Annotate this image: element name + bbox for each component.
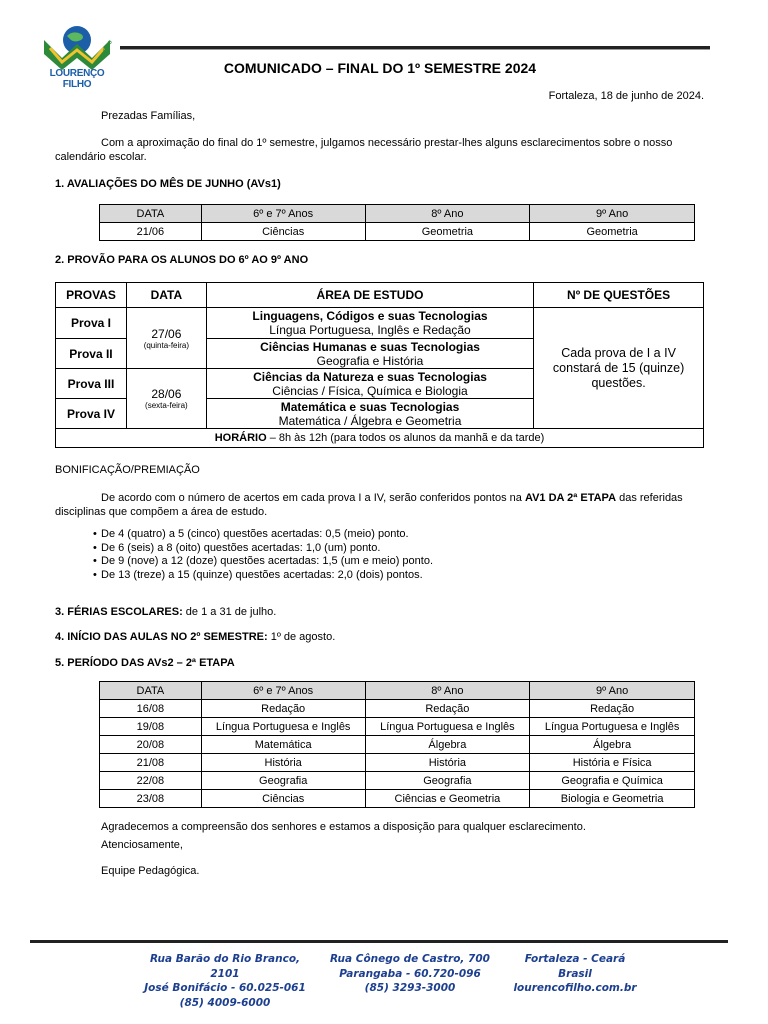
prova-date [126, 308, 206, 369]
col-header: PROVAS [56, 283, 127, 308]
logo-name: LOURENÇO FILHO [49, 68, 105, 90]
area-cell [206, 339, 533, 369]
page-title: COMUNICADO – FINAL DO 1º SEMESTRE 2024 [223, 60, 537, 76]
area-title: Matemática e suas Tecnologias [280, 399, 460, 414]
footer-address-1 [140, 952, 310, 1010]
col-header: 6º e 7º Anos [201, 205, 365, 223]
table-cell: 19/08 [100, 718, 202, 736]
col-header: 8º Ano [365, 682, 530, 700]
table-cell: Língua Portuguesa e Inglês [530, 718, 695, 736]
school-logo [40, 18, 114, 90]
table-row [56, 308, 704, 339]
closing-thanks: Agradecemos a compreensão dos senhores e estamos a disposição para qualquer esclarecimento. [101, 821, 586, 833]
table-cell: História e Física [530, 754, 695, 772]
area-title: Ciências da Natureza e suas Tecnologias [253, 369, 487, 384]
footer-line: Rua Barão do Rio Branco, 2101 [149, 953, 301, 980]
col-header: 8º Ano [365, 205, 530, 223]
table-row [100, 700, 695, 718]
table-cell: Ciências [201, 790, 365, 808]
greeting: Prezadas Famílias, [101, 110, 196, 122]
provao-table [55, 282, 704, 448]
date-weekday: (sexta-feira) [145, 401, 188, 410]
area-title: Linguagens, Códigos e suas Tecnologias [252, 309, 488, 323]
section4 [55, 630, 705, 644]
table-header-row [100, 682, 695, 700]
col-header: ÁREA DE ESTUDO [206, 283, 533, 308]
prova-name: Prova III [56, 369, 127, 399]
table-cell: Língua Portuguesa e Inglês [201, 718, 365, 736]
area-title: Ciências Humanas e suas Tecnologias [260, 339, 480, 354]
table-cell: 22/08 [100, 772, 202, 790]
table-cell: Álgebra [530, 736, 695, 754]
table-header-row [56, 283, 704, 308]
logo-school-label: COLÉGIO [97, 39, 114, 63]
area-subjects: Língua Portuguesa, Inglês e Redação [269, 323, 471, 337]
table-cell: Ciências [201, 223, 365, 241]
footer [40, 952, 720, 1012]
table-cell: Geografia [365, 772, 530, 790]
closing-team: Equipe Pedagógica. [101, 865, 200, 877]
table-cell: Biologia e Geometria [530, 790, 695, 808]
section3 [55, 605, 705, 619]
col-header: 9º Ano [530, 682, 695, 700]
area-cell [206, 369, 533, 399]
letter-date: Fortaleza, 18 de junho de 2024. [548, 90, 704, 102]
table-cell: Ciências e Geometria [365, 790, 530, 808]
bonus-text-start: De acordo com o número de acertos em cada prova I a IV, serão conferidos pontos na [101, 492, 525, 504]
col-header: 6º e 7º Anos [201, 682, 365, 700]
list-item: • De 13 (treze) a 15 (quinze) questões acertadas: 2,0 (dois) pontos. [101, 569, 705, 583]
table-cell: Redação [365, 700, 530, 718]
avs1-table [99, 204, 695, 241]
table-cell: Geografia e Química [530, 772, 695, 790]
header-rule [120, 46, 710, 50]
table-header-row [100, 205, 695, 223]
area-subjects: Ciências / Física, Química e Biologia [272, 383, 468, 398]
section3-text: de 1 a 31 de julho. [182, 606, 277, 618]
table-row [100, 223, 695, 241]
footer-line: Parangaba - 60.720-096 [339, 967, 481, 980]
footer-line: (85) 4009-6000 [179, 996, 271, 1009]
section5-heading: 5. PERÍODO DAS AVs2 – 2ª ETAPA [55, 657, 235, 669]
table-cell: Geografia [201, 772, 365, 790]
col-header: 9º Ano [530, 205, 695, 223]
table-row [100, 790, 695, 808]
table-cell: 21/08 [100, 754, 202, 772]
table-cell: Matemática [201, 736, 365, 754]
prova-date [126, 369, 206, 429]
footer-line: José Bonifácio - 60.025-061 [144, 982, 306, 994]
footer-address-2 [330, 952, 490, 996]
prova-name: Prova IV [56, 399, 127, 429]
table-cell: História [201, 754, 365, 772]
table-row [100, 772, 695, 790]
section4-label: 4. INÍCIO DAS AULAS NO 2º SEMESTRE: [55, 631, 268, 643]
table-cell: 21/06 [100, 223, 202, 241]
list-item: • De 6 (seis) a 8 (oito) questões acertadas: 1,0 (um) ponto. [101, 542, 705, 556]
table-row [100, 718, 695, 736]
table-row [100, 754, 695, 772]
table-cell: Álgebra [365, 736, 530, 754]
list-item: • De 9 (nove) a 12 (doze) questões acertadas: 1,5 (um e meio) ponto. [101, 555, 705, 569]
avs2-table [99, 681, 695, 808]
date-value: 27/06 [151, 326, 182, 341]
table-row [100, 736, 695, 754]
footer-line: lourencofilho.com.br [513, 982, 637, 994]
area-subjects: Matemática / Álgebra e Geometria [278, 413, 462, 428]
horario-label: HORÁRIO [214, 432, 267, 444]
footer-line: Fortaleza - Ceará [524, 953, 626, 965]
section2-heading: 2. PROVÃO PARA OS ALUNOS DO 6º AO 9º ANO [55, 254, 309, 266]
footer-rule [30, 940, 728, 943]
prova-name: Prova I [56, 308, 127, 339]
bonus-heading: BONIFICAÇÃO/PREMIAÇÃO [55, 464, 200, 476]
table-cell: Redação [530, 700, 695, 718]
table-cell: Geometria [530, 223, 695, 241]
table-cell: Língua Portuguesa e Inglês [365, 718, 530, 736]
area-cell [206, 399, 533, 429]
table-cell: Redação [201, 700, 365, 718]
area-subjects: Geografia e História [316, 353, 424, 368]
table-cell: História [365, 754, 530, 772]
bonus-list [55, 528, 705, 582]
footer-line: Brasil [558, 967, 592, 980]
col-header: DATA [100, 682, 202, 700]
footer-address-3 [500, 952, 650, 996]
date-weekday: (quinta-feira) [143, 340, 190, 350]
bonus-text-bold: AV1 DA 2ª ETAPA [524, 492, 617, 504]
bonus-text-end: das referidas disciplinas que compõem a área de estudo. [55, 492, 683, 518]
horario-cell [56, 429, 704, 448]
questions-cell: Cada prova de I a IV constará de 15 (quinze) questões. [534, 308, 704, 429]
col-header: DATA [126, 283, 206, 308]
area-cell [206, 308, 533, 339]
table-cell: 23/08 [100, 790, 202, 808]
col-header: DATA [100, 205, 202, 223]
footer-line: Rua Cônego de Castro, 700 [330, 953, 490, 965]
table-cell: Geometria [365, 223, 530, 241]
closing-regards: Atenciosamente, [101, 839, 183, 851]
table-cell: 20/08 [100, 736, 202, 754]
horario-row [56, 429, 704, 448]
table-cell: 16/08 [100, 700, 202, 718]
footer-line: (85) 3293-3000 [364, 982, 456, 994]
intro-paragraph: Com a aproximação do final do 1º semestre, julgamos necessário prestar-lhes alguns esclarecimentos sobre o nosso calendário escolar. [55, 137, 673, 163]
list-item: • De 4 (quatro) a 5 (cinco) questões acertadas: 0,5 (meio) ponto. [101, 528, 705, 542]
prova-name: Prova II [56, 339, 127, 369]
section3-label: 3. FÉRIAS ESCOLARES: [55, 606, 183, 618]
bonus-paragraph [55, 491, 705, 519]
date-value: 28/06 [151, 387, 182, 401]
col-header: Nº DE QUESTÕES [534, 283, 704, 308]
section4-text: 1º de agosto. [267, 631, 336, 643]
section1-heading: 1. AVALIAÇÕES DO MÊS DE JUNHO (AVs1) [55, 178, 281, 190]
horario-text: – 8h às 12h (para todos os alunos da manhã e da tarde) [266, 432, 545, 444]
